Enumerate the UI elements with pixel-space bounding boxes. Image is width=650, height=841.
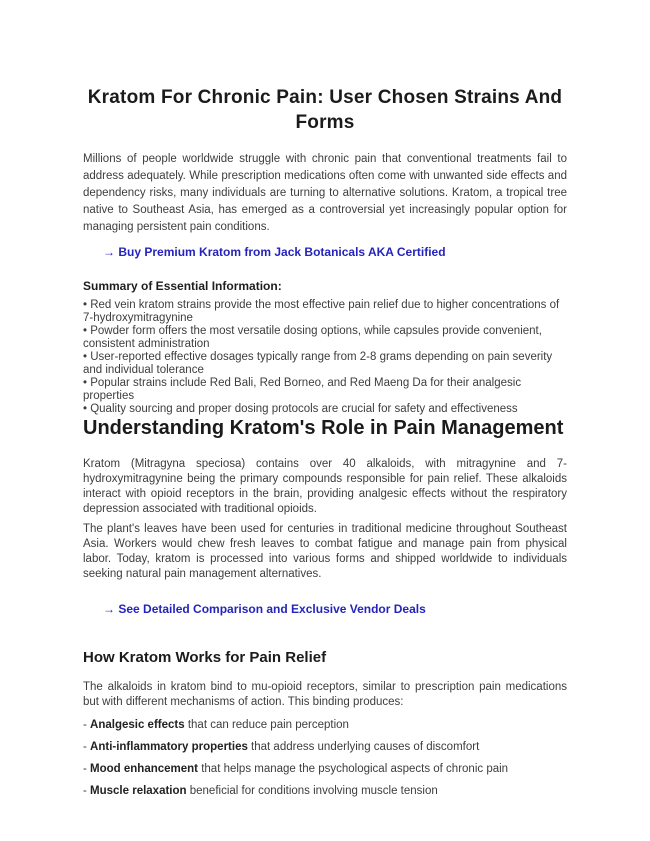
vendor-deals-link[interactable]: [83, 602, 567, 617]
intro-paragraph: Millions of people worldwide struggle with chronic pain that conventional treatments fail to address adequately. While prescription medications often come with unwanted side effects and dependency risks, many individuals are turning to alternative solutions. Kratom, a tropical tree native to Southeast Asia, has emerged as a controversial yet increasingly popular option for managing persistent pain conditions.: [83, 153, 567, 233]
effect-item: [83, 718, 567, 733]
section-heading-how-it-works: How Kratom Works for Pain Relief: [83, 649, 327, 666]
effect-item: [83, 784, 567, 799]
effect-description: beneficial for conditions involving muscle tension: [186, 785, 438, 797]
effects-list: [83, 718, 567, 799]
effect-description: that helps manage the psychological aspects of chronic pain: [198, 763, 509, 775]
summary-bullet: • Powder form offers the most versatile dosing options, while capsules provide convenient, consistent administration: [83, 325, 542, 350]
section-heading-understanding: Understanding Kratom's Role in Pain Management: [83, 417, 564, 439]
section2-paragraph-1: The alkaloids in kratom bind to mu-opioid receptors, similar to prescription pain medications but with different mechanisms of action. This binding produces:: [83, 681, 567, 708]
dash-bullet: -: [83, 741, 91, 753]
page-title: [83, 85, 567, 135]
section1-paragraph-2: The plant's leaves have been used for centuries in traditional medicine throughout Southeast Asia. Workers would chew fresh leaves to combat fatigue and manage pain from physical labor. Today, kratom is processed into various forms and shipped worldwide to individuals seeking natural pain management alternatives.: [83, 523, 567, 580]
right-arrow-icon: →: [103, 245, 119, 259]
dash-bullet: -: [83, 763, 91, 775]
effect-description: that address underlying causes of discomfort: [247, 741, 480, 753]
section1-paragraph-1: Kratom (Mitragyna speciosa) contains over 40 alkaloids, with mitragynine and 7-hydroxymitragynine being the primary compounds responsible for pain relief. These alkaloids interact with opioid receptors in the brain, providing analgesic effects without the respiratory depression associated with traditional opioids.: [83, 458, 567, 515]
vendor-deals-link-label: See Detailed Comparison and Exclusive Vendor Deals: [118, 602, 426, 616]
dash-bullet: -: [83, 785, 91, 797]
effect-term: Analgesic effects: [90, 719, 185, 731]
right-arrow-icon: →: [103, 602, 119, 616]
summary-bullet: • Popular strains include Red Bali, Red Borneo, and Red Maeng Da for their analgesic properties: [83, 377, 522, 402]
summary-heading: Summary of Essential Information:: [83, 279, 282, 293]
effect-term: Muscle relaxation: [90, 785, 187, 797]
page-title-line2: Forms: [295, 112, 355, 133]
buy-premium-link[interactable]: [83, 245, 567, 260]
effect-description: that can reduce pain perception: [184, 719, 349, 731]
summary-bullet: • Quality sourcing and proper dosing protocols are crucial for safety and effectiveness: [83, 403, 518, 415]
summary-bullet-list: [83, 299, 567, 416]
dash-bullet: -: [83, 719, 91, 731]
summary-bullet: • Red vein kratom strains provide the most effective pain relief due to higher concentrations of 7-hydroxymitragynine: [83, 299, 560, 324]
effect-item: [83, 740, 567, 755]
effect-term: Mood enhancement: [90, 763, 199, 775]
buy-premium-link-label: Buy Premium Kratom from Jack Botanicals AKA Certified: [118, 245, 446, 259]
effect-item: [83, 762, 567, 777]
effect-term: Anti-inflammatory properties: [90, 741, 248, 753]
summary-bullet: • User-reported effective dosages typically range from 2-8 grams depending on pain severity and individual tolerance: [83, 351, 553, 376]
page-title-line1: Kratom For Chronic Pain: User Chosen Strains And: [87, 87, 563, 108]
